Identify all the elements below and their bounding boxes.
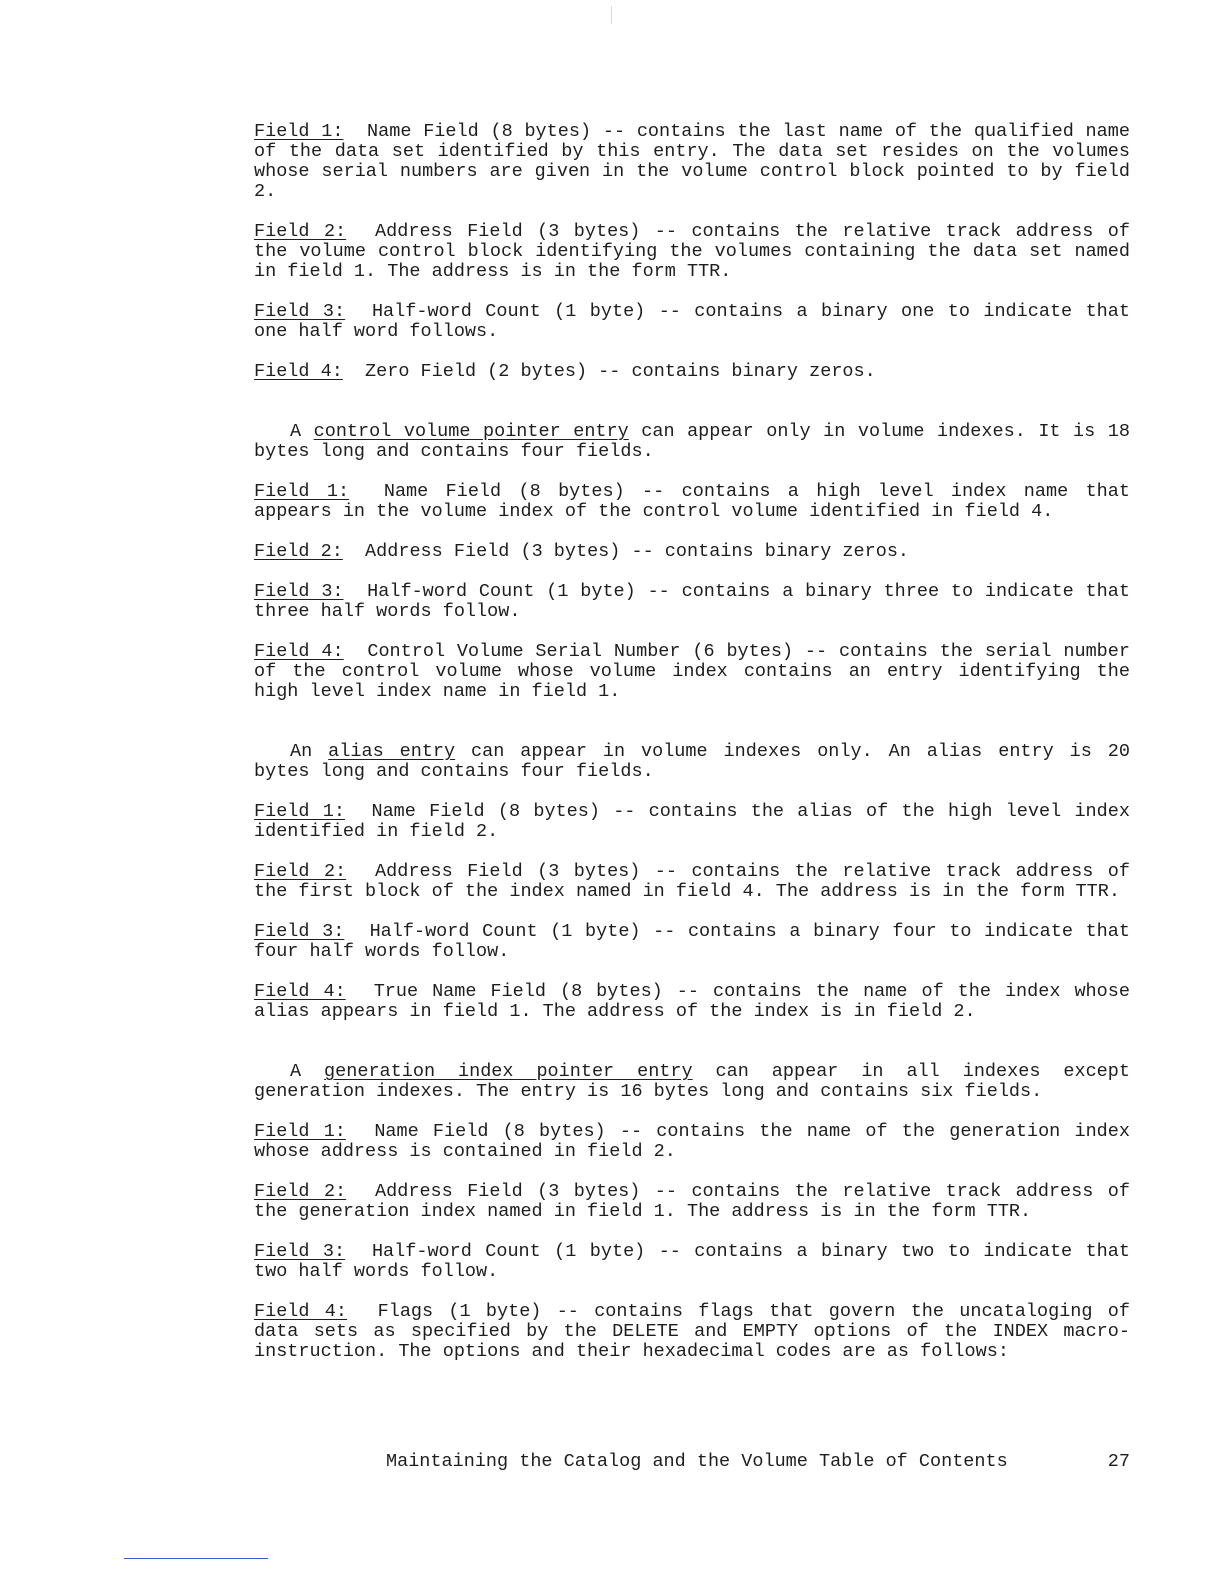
field-text: Half-word Count (1 byte) -- contains a binary one to indicate that one half word follows.: [254, 301, 1130, 342]
field-label: Field 2:: [254, 541, 343, 562]
field-paragraph: [254, 1182, 1130, 1222]
entry-term: generation index pointer entry: [324, 1061, 693, 1082]
field-text: Control Volume Serial Number (6 bytes) -- contains the serial number of the control volume whose volume index contains an entry identifying the high level index name in field 1.: [254, 641, 1130, 702]
scan-mark: [611, 6, 612, 24]
field-text: Name Field (8 bytes) -- contains a high level index name that appears in the volume index of the control volume identified in field 4.: [254, 481, 1130, 522]
document-body: [254, 122, 1130, 1382]
field-label: Field 1:: [254, 481, 350, 502]
footer-title: Maintaining the Catalog and the Volume Table of Contents: [386, 1451, 1008, 1472]
field-paragraph: [254, 1302, 1130, 1362]
field-label: Field 4:: [254, 1301, 348, 1322]
field-paragraph: [254, 222, 1130, 282]
section-data-set-pointer: [254, 122, 1130, 382]
intro-pre: A: [290, 1061, 325, 1082]
field-paragraph: [254, 542, 1130, 562]
field-text: Address Field (3 bytes) -- contains the relative track address of the generation index named in field 1. The address is in the form TTR.: [254, 1181, 1130, 1222]
field-label: Field 4:: [254, 361, 343, 382]
intro-post: can appear in volume indexes only. An alias entry is 20 bytes long and contains four fields.: [254, 741, 1131, 782]
field-paragraph: [254, 982, 1130, 1022]
field-label: Field 2:: [254, 861, 347, 882]
field-label: Field 3:: [254, 581, 344, 602]
entry-term: alias entry: [328, 741, 456, 762]
field-text: Address Field (3 bytes) -- contains binary zeros.: [365, 541, 910, 562]
field-label: Field 3:: [254, 1241, 346, 1262]
field-text: Address Field (3 bytes) -- contains the relative track address of the volume control block identifying the volumes containing the data set named in field 1. The address is in the form TTR.: [254, 221, 1130, 282]
field-paragraph: [254, 582, 1130, 622]
field-label: Field 1:: [254, 801, 345, 822]
intro-paragraph: [254, 422, 1130, 462]
field-paragraph: [254, 362, 1130, 382]
field-text: Half-word Count (1 byte) -- contains a binary two to indicate that two half words follow.: [254, 1241, 1130, 1282]
section-generation-index-pointer: [254, 1062, 1130, 1362]
page-footer: [386, 1452, 1130, 1472]
footnote-rule: [124, 1558, 268, 1559]
section-control-volume-pointer: [254, 422, 1130, 702]
field-text: Name Field (8 bytes) -- contains the name of the generation index whose address is contained in field 2.: [254, 1121, 1130, 1162]
field-label: Field 1:: [254, 121, 344, 142]
field-paragraph: [254, 1122, 1130, 1162]
field-paragraph: [254, 922, 1130, 962]
field-paragraph: [254, 1242, 1130, 1282]
field-label: Field 3:: [254, 921, 345, 942]
entry-term: control volume pointer entry: [313, 421, 629, 442]
field-label: Field 2:: [254, 1181, 347, 1202]
field-label: Field 3:: [254, 301, 346, 322]
field-label: Field 2:: [254, 221, 347, 242]
field-text: Half-word Count (1 byte) -- contains a binary four to indicate that four half words follow.: [254, 921, 1130, 962]
field-label: Field 1:: [254, 1121, 346, 1142]
field-text: True Name Field (8 bytes) -- contains the name of the index whose alias appears in field 1. The address of the index is in field 2.: [254, 981, 1130, 1022]
field-text: Flags (1 byte) -- contains flags that govern the uncataloging of data sets as specified by the DELETE and EMPTY options of the INDEX macro-instruction. The options and their hexadecimal codes are as follows:: [254, 1301, 1130, 1362]
field-paragraph: [254, 802, 1130, 842]
intro-post: can appear in all indexes except generation indexes. The entry is 16 bytes long and contains six fields.: [254, 1061, 1130, 1102]
field-paragraph: [254, 482, 1130, 522]
field-label: Field 4:: [254, 981, 346, 1002]
intro-pre: An: [290, 741, 329, 762]
field-text: Zero Field (2 bytes) -- contains binary zeros.: [365, 361, 876, 382]
field-paragraph: [254, 642, 1130, 702]
section-alias-entry: [254, 742, 1130, 1022]
field-label: Field 4:: [254, 641, 344, 662]
intro-pre: A: [290, 421, 314, 442]
intro-paragraph: [254, 1062, 1130, 1102]
field-text: Address Field (3 bytes) -- contains the relative track address of the first block of the index named in field 4. The address is in the form TTR.: [254, 861, 1130, 902]
field-paragraph: [254, 122, 1130, 202]
field-text: Name Field (8 bytes) -- contains the last name of the qualified name of the data set identified by this entry. The data set resides on the volumes whose serial numbers are given in the volume control block pointed to by field 2.: [254, 121, 1130, 202]
field-paragraph: [254, 862, 1130, 902]
intro-paragraph: [254, 742, 1130, 782]
field-paragraph: [254, 302, 1130, 342]
field-text: Name Field (8 bytes) -- contains the alias of the high level index identified in field 2.: [254, 801, 1130, 842]
field-text: Half-word Count (1 byte) -- contains a binary three to indicate that three half words follow.: [254, 581, 1130, 622]
intro-post: can appear only in volume indexes. It is 18 bytes long and contains four fields.: [254, 421, 1130, 462]
page-number: 27: [1107, 1451, 1130, 1472]
